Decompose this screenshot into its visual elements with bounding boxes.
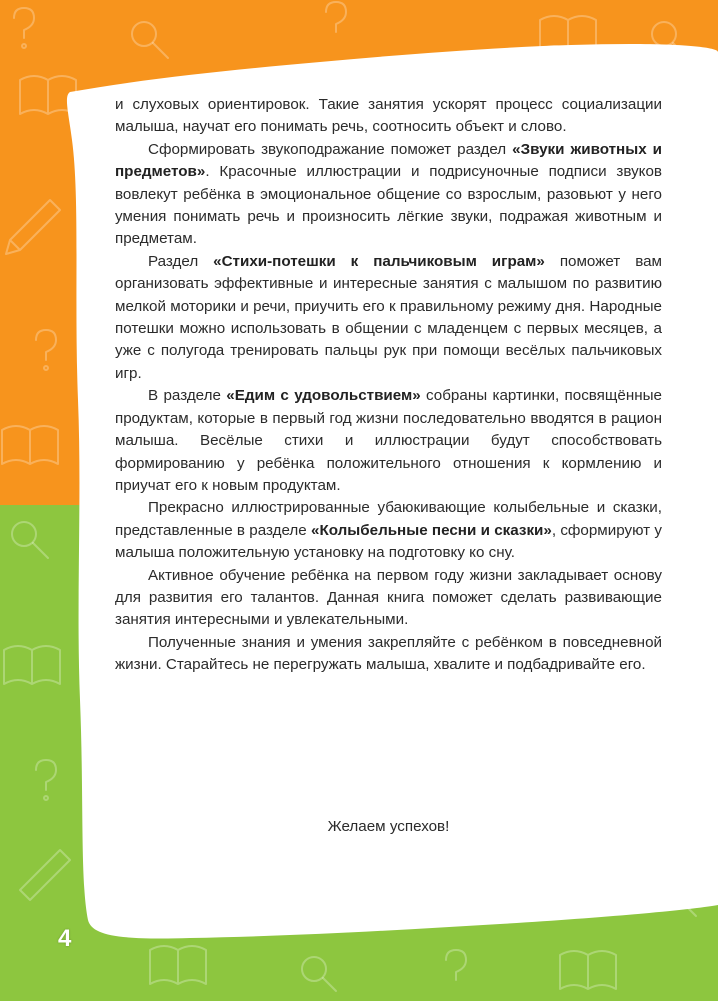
text-span: поможет вам организовать эффективные и интересные занятия с малышом по развитию мелкой моторики и речи, приучить его к правильному режиму дня. Народные потешки можно использовать в общении с младенцем с первых месяцев, а уже с полугода тренировать пальцы рук при помощи весёлых пальчиковых игр.: [115, 252, 662, 382]
text-span: Сформировать звукоподражание поможет раздел: [148, 140, 513, 158]
paragraph: [115, 139, 662, 251]
paragraph: [115, 251, 662, 385]
paragraph: [115, 385, 662, 497]
paragraph: [115, 497, 662, 564]
text-span: Прекрасно иллюстрированные убаюкивающие колыбельные и сказки, представленные в разделе: [115, 499, 662, 539]
text-span: Активное обучение ребёнка на первом году жизни закладывает основу для развития его талантов. Данная книга поможет сделать развивающие занятия интересными и увлекательными.: [115, 566, 662, 629]
section-name: «Звуки животных и предметов»: [115, 140, 662, 181]
paragraph: [115, 632, 662, 677]
section-name: «Едим с удовольствием»: [226, 387, 421, 405]
text-span: , сформируют у малыша положительную установку на подготовку ко сну.: [115, 521, 662, 562]
closing-line: Желаем успехов!: [327, 818, 450, 835]
text-span: Раздел: [148, 252, 214, 270]
text-span: . Красочные иллюстрации и подрисуночные подписи звуков вовлекут ребёнка в эмоциональное общение со взрослым, разовьют у него умения понимать речь и произносить лёгкие звуки, подражая животным и предметам.: [115, 163, 662, 248]
body-text: [115, 94, 662, 677]
paragraph: [115, 94, 662, 139]
text-span: Полученные знания и умения закрепляйте с ребёнком в повседневной жизни. Старайтесь не перегружать малыша, хвалите и подбадривайте его.: [115, 633, 662, 674]
text-span: В разделе: [148, 387, 227, 405]
text-span: собраны картинки, посвящённые продуктам, которые в первый год жизни последовательно вводятся в рацион малыша. Весёлые стихи и иллюстрации будут способствовать формированию у ребёнка положительного отношения к кормлению и приучат его к новым продуктам.: [115, 387, 662, 494]
text-span: и слуховых ориентировок. Такие занятия ускорят процесс социализации малыша, научат его понимать речь, соотносить объект и слово.: [115, 96, 662, 136]
section-name: «Стихи-потешки к пальчиковым играм»: [213, 252, 545, 270]
paragraph: [115, 565, 662, 632]
section-name: «Колыбельные песни и сказки»: [311, 521, 552, 539]
page-number: 4: [58, 925, 72, 952]
